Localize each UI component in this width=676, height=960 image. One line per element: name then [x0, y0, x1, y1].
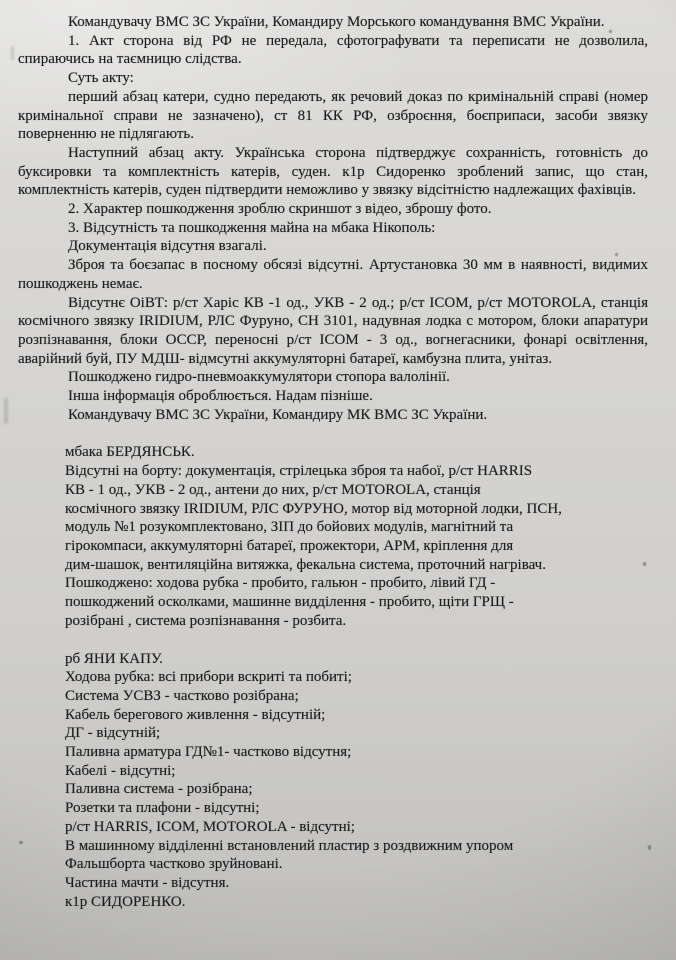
text-line: Пошкоджено: ходова рубка - пробито, гальюн - пробито, лівий ГД -	[65, 575, 496, 592]
paper-speck	[648, 845, 651, 850]
paper-speck	[609, 30, 612, 33]
paragraph: Інша інформація оброблюється. Надам пізніше.	[68, 388, 373, 405]
text-line: пошкоджений осколками, машинне видділення - пробито, щіти ГРЩ -	[65, 594, 514, 611]
paragraph	[65, 650, 648, 669]
paragraph: Командувачу ВМС ЗС України, Командиру МК ВМС ЗС України.	[68, 406, 488, 423]
paper-speck	[643, 562, 646, 566]
text-line: мбака БЕРДЯНСЬК.	[65, 444, 195, 461]
text-line: космічного звязку IRIDIUM, РЛС ФУРУНО, мотор від моторной лодки, ПСН,	[65, 500, 562, 517]
text-line: розібрані , система розпізнавання - розбита.	[65, 612, 347, 629]
text-line: к1р СИДОРЕНКО.	[65, 893, 186, 910]
paragraph: Наступний абзац акту. Українська сторона підтверджує сохранність, готовність до буксировки та комплектність катерів, суден. к1р Сидоренко зроблений запис, що стан, комплектність катерів, суден підтвердити неможливо у звязку відсітністю надлежащих фахівців.	[18, 144, 648, 199]
paragraph: Відсутнє ОіВТ: р/ст Харіс КВ -1 од., УКВ - 2 од.; р/ст ICOM, р/ст MOTOROLA, станція космічного звязку IRIDIUM, РЛС Фуруно, СН 3101, надувная лодка с мотором, блоки апаратури розпізнавання, блоки ОССР, переносні р/ст ICOM - 3 од., вогнегасники, фонарі освітлення, аварійний буй, ПУ МДШ- відмсутні аккумуляторні батареї, камбузна плита, унітаз.	[18, 294, 648, 367]
text-line: Розетки та плафони - відсутні;	[65, 800, 260, 817]
text-line: модуль №1 розукомплектовано, ЗІП до бойових модулів, магнітний та	[65, 519, 514, 536]
paragraph: 3. Відсутність та пошкодження майна на мбака Нікополь:	[68, 219, 436, 236]
paper-speck	[19, 841, 23, 844]
text-line: Паливна система - розібрана;	[65, 781, 253, 798]
text-line: Паливна арматура ГД№1- частково відсутня;	[65, 744, 352, 761]
paper-smudge	[11, 46, 14, 60]
text-line: Фальшборта частково зруйновані.	[65, 856, 283, 873]
paragraph: перший абзац катери, судно передають, як речовий доказ по кримінальній справі (номер кримінальної справи не зазначено), ст 81 КК РФ, озброєння, боєприпаси, засоби звязку поверненню не підлягають.	[18, 88, 648, 143]
text-line: Кабелі - відсутні;	[65, 762, 176, 779]
paragraph: 1. Акт сторона від РФ не передала, сфотографувати та переписати не дозволила, спираючись на таємницю слідства.	[18, 32, 648, 68]
paragraph	[65, 462, 648, 574]
paragraph	[65, 443, 648, 462]
paragraph: Документація відсутня взагалі.	[68, 238, 267, 255]
text-line: р/ст HARRIS, ICOM, MOTOROLA - відсутні;	[65, 818, 355, 835]
text-line: КВ - 1 од., УКВ - 2 од., антени до них, р/ст MOTOROLA, станція	[65, 481, 481, 498]
paragraph: Командувачу ВМС ЗС України, Командиру Морського командування ВМС України.	[68, 14, 605, 30]
paragraph: 2. Характер пошкодження зроблю скриншот з відео, зброшу фото.	[68, 201, 492, 218]
paragraph: Зброя та боєзапас в посному обсязі відсутні. Артустановка 30 мм в наявності, видимих пошкоджень немає.	[18, 257, 648, 292]
blank-line	[18, 424, 648, 443]
text-line: дим-шашок, вентиляційна витяжка, фекальна система, проточний нагрівач.	[65, 556, 546, 573]
paper-smudge	[4, 398, 8, 424]
paragraph	[65, 668, 648, 911]
paragraph: Пошкоджено гидро-пневмоаккумулятори стопора валолінії.	[68, 369, 450, 386]
text-line: рб ЯНИ КАПУ.	[65, 650, 163, 667]
text-line: В машинному відділенні встановлений пластир з роздвижним упором	[65, 837, 514, 854]
text-line: Частина мачти - відсутня.	[65, 874, 230, 891]
text-line: Система УСВЗ - частково розібрана;	[65, 687, 299, 704]
blank-line	[18, 631, 648, 650]
text-line: Ходова рубка: всі прибори вскриті та побиті;	[65, 669, 352, 686]
paragraph: Суть акту:	[68, 70, 134, 87]
paragraph	[65, 574, 648, 630]
text-line: ДГ - відсутній;	[65, 725, 161, 742]
paper-speck	[615, 253, 618, 256]
text-line: Відсутні на борту: документація, стрілецька зброя та набої, р/ст HARRIS	[65, 463, 533, 480]
text-line: Кабель берегового живлення - відсутній;	[65, 706, 326, 723]
text-line: гірокомпаси, аккумуляторні батареї, прожектори, АРМ, кріплення для	[65, 537, 514, 554]
